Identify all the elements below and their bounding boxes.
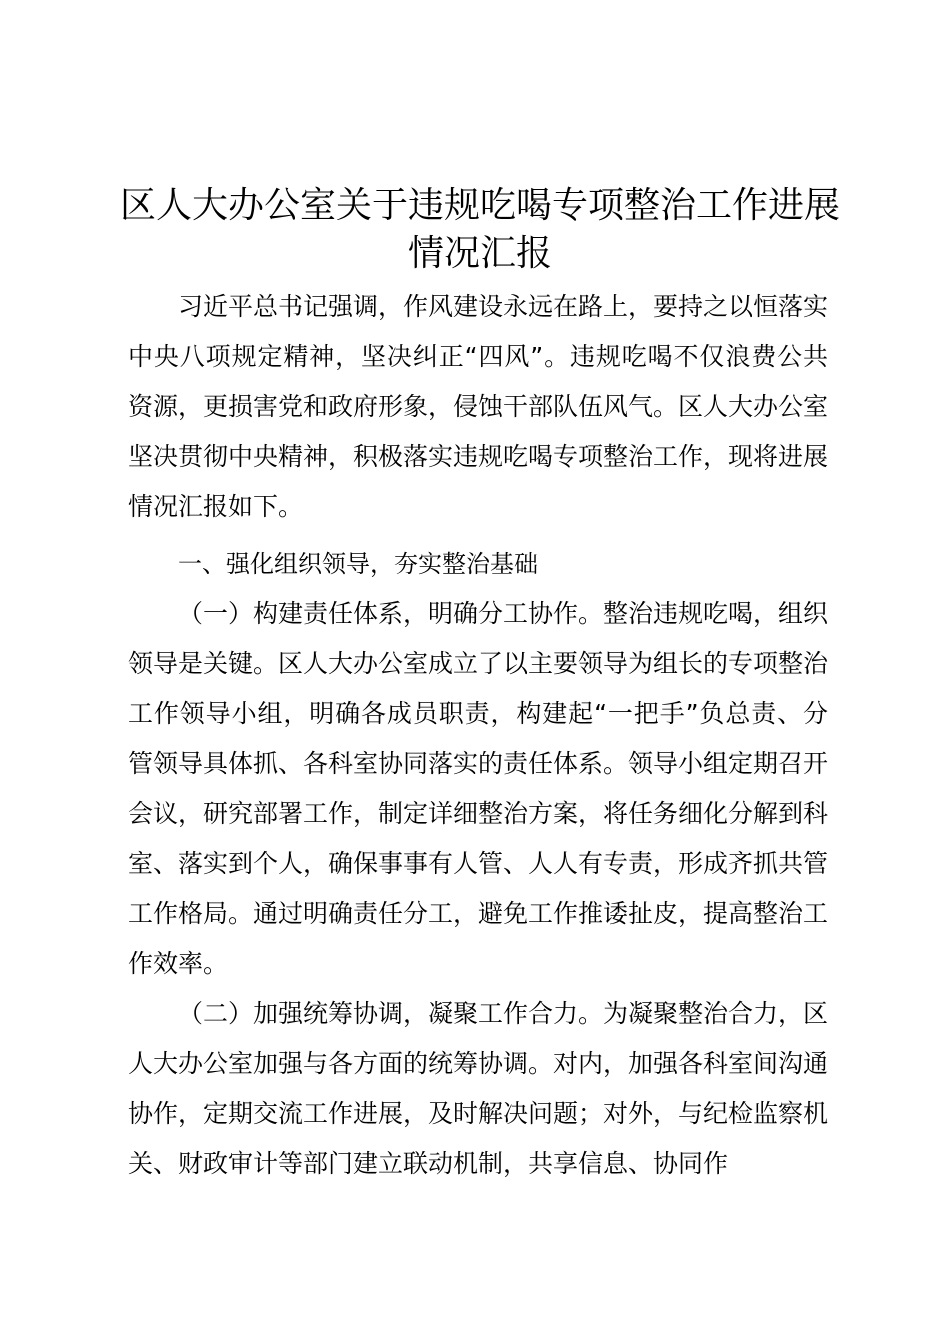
subsection-1-paragraph: （一）构建责任体系，明确分工协作。整治违规吃喝，组织领导是关键。区人大办公室成立了以主要领导为组长的专项整治工作领导小组，明确各成员职责，构建起“一把手”负总责、分管领导具体抓、各科室协同落实的责任体系。领导小组定期召开会议，研究部署工作，制定详细整治方案，将任务细化分解到科室、落实到个人，确保事事有人管、人人有专责，形成齐抓共管工作格局。通过明确责任分工，避免工作推诿扯皮，提高整治工作效率。 [128,599,829,978]
document-title-line-2: 情况汇报 [407,233,552,274]
section-1-heading: 一、强化组织领导，夯实整治基础 [178,550,538,578]
document-body [128,282,828,1189]
subsection-2-paragraph: （二）加强统筹协调，凝聚工作合力。为凝聚整治合力，区人大办公室加强与各方面的统筹协调。对内，加强各科室间沟通协作，定期交流工作进展，及时解决问题；对外，与纪检监察机关、财政审计等部门建立联动机制，共享信息、协同作 [128,999,829,1178]
intro-paragraph: 习近平总书记强调，作风建设永远在路上，要持之以恒落实中央八项规定精神，坚决纠正“四风”。违规吃喝不仅浪费公共资源，更损害党和政府形象，侵蚀干部队伍风气。区人大办公室坚决贯彻中央精神，积极落实违规吃喝专项整治工作，现将进展情况汇报如下。 [128,292,829,521]
document-title-line-1: 区人大办公室关于违规吃喝专项整治工作进展 [119,185,840,226]
